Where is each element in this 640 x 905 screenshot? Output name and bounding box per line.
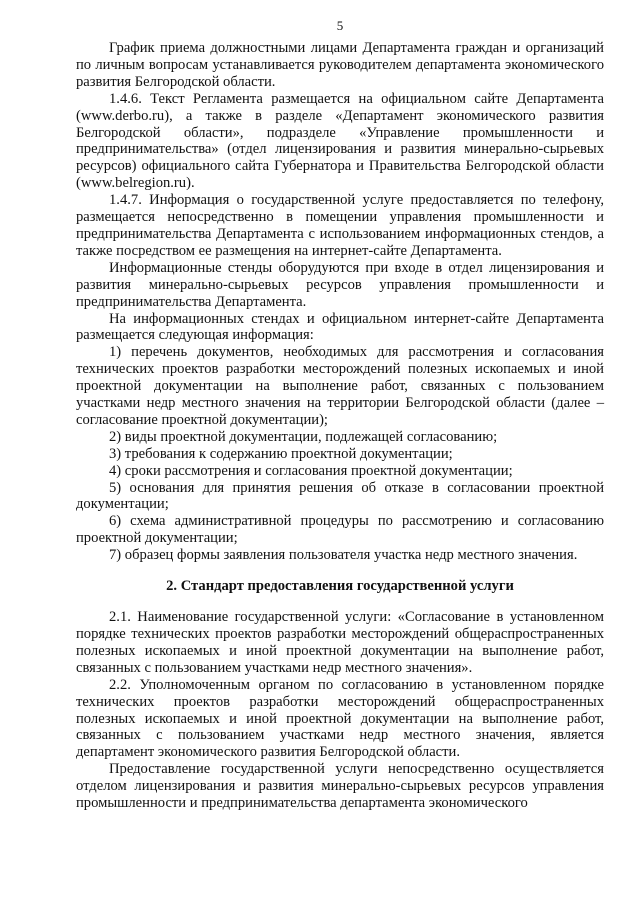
paragraph-info-stands: Информационные стенды оборудуются при входе в отдел лицензирования и развития минерально-сырьевых ресурсов управления промышленности и предпринимательства Департамента. (76, 259, 604, 310)
paragraph-2-2: 2.2. Уполномоченным органом по согласованию в установленном порядке технических проектов разработки месторождений общераспространенных полезных ископаемых и иной проектной документации на выполнение работ, связанных с пользованием участками недр местного значения, является департамент экономического развития Белгородской области. (76, 676, 604, 761)
list-item-4: 4) сроки рассмотрения и согласования проектной документации; (109, 462, 513, 479)
paragraph-1-4-6: 1.4.6. Текст Регламента размещается на официальном сайте Департамента (www.derbo.ru), а также в разделе «Департамент экономического развития Белгородской области», подразделе «Управление промышленности и предпринимательства» (отдел лицензирования и развития минерально-сырьевых ресурсов) официального сайта Губернатора и Правительства Белгородской области (www.belregion.ru). (76, 90, 604, 192)
list-item-1: 1) перечень документов, необходимых для рассмотрения и согласования технических проектов разработки месторождений полезных ископаемых и иной проектной документации на выполнение работ, связанных с пользованием участками недр местного значения на территории Белгородской области (далее – согласование проектной документации); (76, 344, 604, 428)
page-number: 5 (336, 18, 344, 33)
list-item-6: 6) схема административной процедуры по рассмотрению и согласованию проектной документации; (76, 513, 604, 547)
paragraph-service-provision: Предоставление государственной услуги непосредственно осуществляется отделом лицензирования и развития минерально-сырьевых ресурсов управления промышленности и предпринимательства департамента экономического (76, 761, 604, 812)
paragraph-1-4-7: 1.4.7. Информация о государственной услуге предоставляется по телефону, размещается непосредственно в помещении управления промышленности и предпринимательства Департамента с использованием информационных стендов, а также посредством ее размещения на интернет-сайте Департамента. (76, 192, 604, 259)
section-heading: 2. Стандарт предоставления государственной услуги (166, 578, 514, 595)
list-item-7: 7) образец формы заявления пользователя участка недр местного значения. (109, 547, 578, 564)
list-item-3: 3) требования к содержанию проектной документации; (109, 445, 453, 462)
list-item-5: 5) основания для принятия решения об отказе в согласовании проектной документации; (76, 479, 604, 513)
paragraph-info-list-intro: На информационных стендах и официальном интернет-сайте Департамента размещается следующая информация: (76, 310, 604, 344)
list-item-2: 2) виды проектной документации, подлежащей согласованию; (109, 428, 498, 445)
paragraph-2-1: 2.1. Наименование государственной услуги: «Согласование в установленном порядке технических проектов разработки месторождений общераспространенных полезных ископаемых и иной проектной документации на выполнение работ, связанных с пользованием участками недр местного значения». (76, 609, 604, 676)
paragraph-reception-schedule: График приема должностными лицами Департамента граждан и организаций по личным вопросам устанавливается руководителем департамента экономического развития Белгородской области. (76, 40, 604, 90)
